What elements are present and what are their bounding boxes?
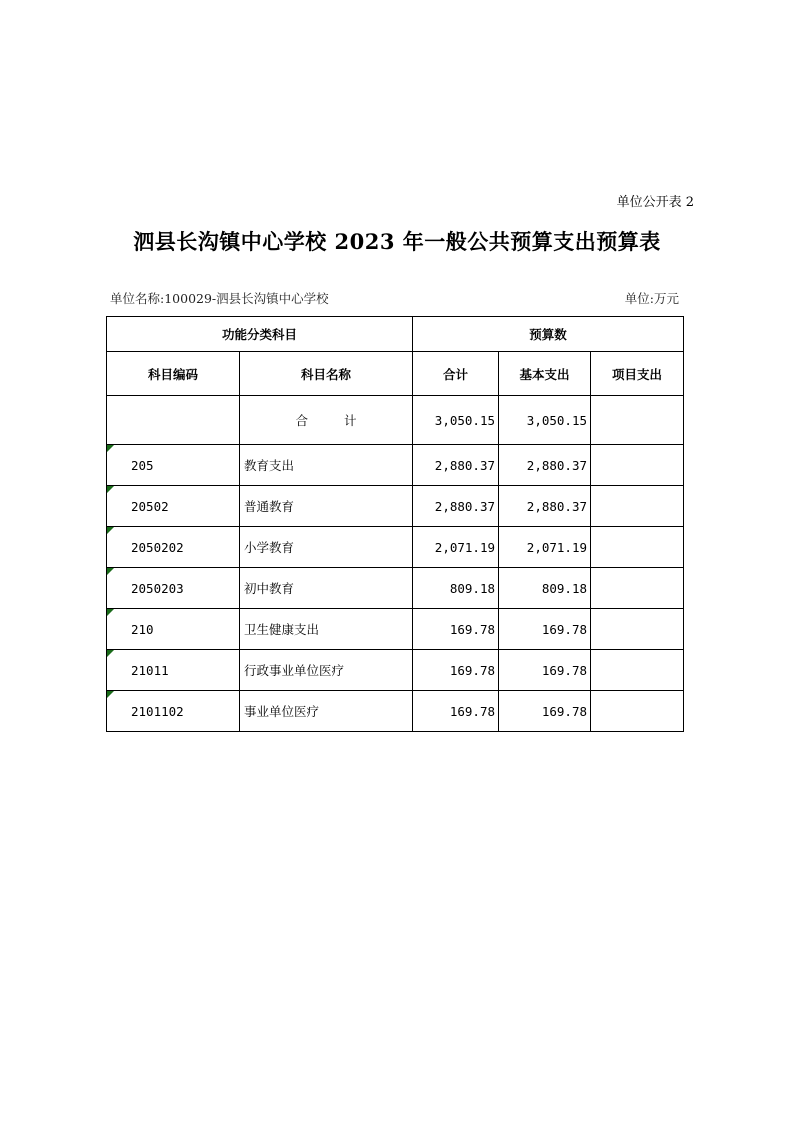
- header-column-row: [107, 352, 684, 396]
- row-name: 事业单位医疗: [240, 691, 413, 732]
- cell-marker-icon: [107, 650, 114, 657]
- row-project: [591, 568, 684, 609]
- header-project-expenditure: 项目支出: [591, 352, 684, 396]
- row-name: 教育支出: [240, 445, 413, 486]
- row-project: [591, 691, 684, 732]
- row-code: 2050203: [107, 568, 240, 609]
- cell-marker-icon: [107, 527, 114, 534]
- header-subject-name: 科目名称: [240, 352, 413, 396]
- table-row: [107, 691, 684, 732]
- row-total: 169.78: [413, 650, 499, 691]
- header-subject-code: 科目编码: [107, 352, 240, 396]
- header-functional-category: 功能分类科目: [107, 317, 413, 352]
- row-basic: 169.78: [499, 691, 591, 732]
- form-number: 单位公开表 2: [616, 195, 694, 210]
- row-project: [591, 527, 684, 568]
- cell-marker-icon: [107, 568, 114, 575]
- cell-marker-icon: [107, 691, 114, 698]
- row-name: 小学教育: [240, 527, 413, 568]
- total-label: 合 计: [240, 396, 413, 445]
- total-basic: 3,050.15: [499, 396, 591, 445]
- unit-money: 单位:万元: [624, 291, 679, 306]
- row-project: [591, 609, 684, 650]
- row-code: 210: [107, 609, 240, 650]
- row-basic: 169.78: [499, 650, 591, 691]
- row-basic: 2,071.19: [499, 527, 591, 568]
- total-amount: 3,050.15: [413, 396, 499, 445]
- header-budget-amount: 预算数: [413, 317, 684, 352]
- row-total: 169.78: [413, 609, 499, 650]
- header-group-row: [107, 317, 684, 352]
- row-total: 809.18: [413, 568, 499, 609]
- row-code: 20502: [107, 486, 240, 527]
- table-row: [107, 609, 684, 650]
- row-basic: 809.18: [499, 568, 591, 609]
- row-total: 2,880.37: [413, 486, 499, 527]
- row-name: 普通教育: [240, 486, 413, 527]
- row-total: 169.78: [413, 691, 499, 732]
- total-code-cell: [107, 396, 240, 445]
- row-basic: 2,880.37: [499, 486, 591, 527]
- table-row: [107, 527, 684, 568]
- row-code: 21011: [107, 650, 240, 691]
- table-row: [107, 568, 684, 609]
- total-project: [591, 396, 684, 445]
- row-name: 初中教育: [240, 568, 413, 609]
- table-row: [107, 445, 684, 486]
- row-code: 205: [107, 445, 240, 486]
- unit-name: 单位名称:100029-泗县长沟镇中心学校: [110, 291, 329, 306]
- row-basic: 2,880.37: [499, 445, 591, 486]
- table-row: [107, 486, 684, 527]
- total-row: [107, 396, 684, 445]
- row-name: 卫生健康支出: [240, 609, 413, 650]
- row-project: [591, 650, 684, 691]
- table-row: [107, 650, 684, 691]
- row-code: 2101102: [107, 691, 240, 732]
- row-basic: 169.78: [499, 609, 591, 650]
- row-total: 2,880.37: [413, 445, 499, 486]
- row-project: [591, 445, 684, 486]
- row-name: 行政事业单位医疗: [240, 650, 413, 691]
- cell-marker-icon: [107, 486, 114, 493]
- budget-table: [106, 316, 684, 732]
- header-basic-expenditure: 基本支出: [499, 352, 591, 396]
- row-code: 2050202: [107, 527, 240, 568]
- header-total: 合计: [413, 352, 499, 396]
- cell-marker-icon: [107, 445, 114, 452]
- cell-marker-icon: [107, 609, 114, 616]
- row-total: 2,071.19: [413, 527, 499, 568]
- page-title: 泗县长沟镇中心学校 2023 年一般公共预算支出预算表: [133, 229, 661, 254]
- row-project: [591, 486, 684, 527]
